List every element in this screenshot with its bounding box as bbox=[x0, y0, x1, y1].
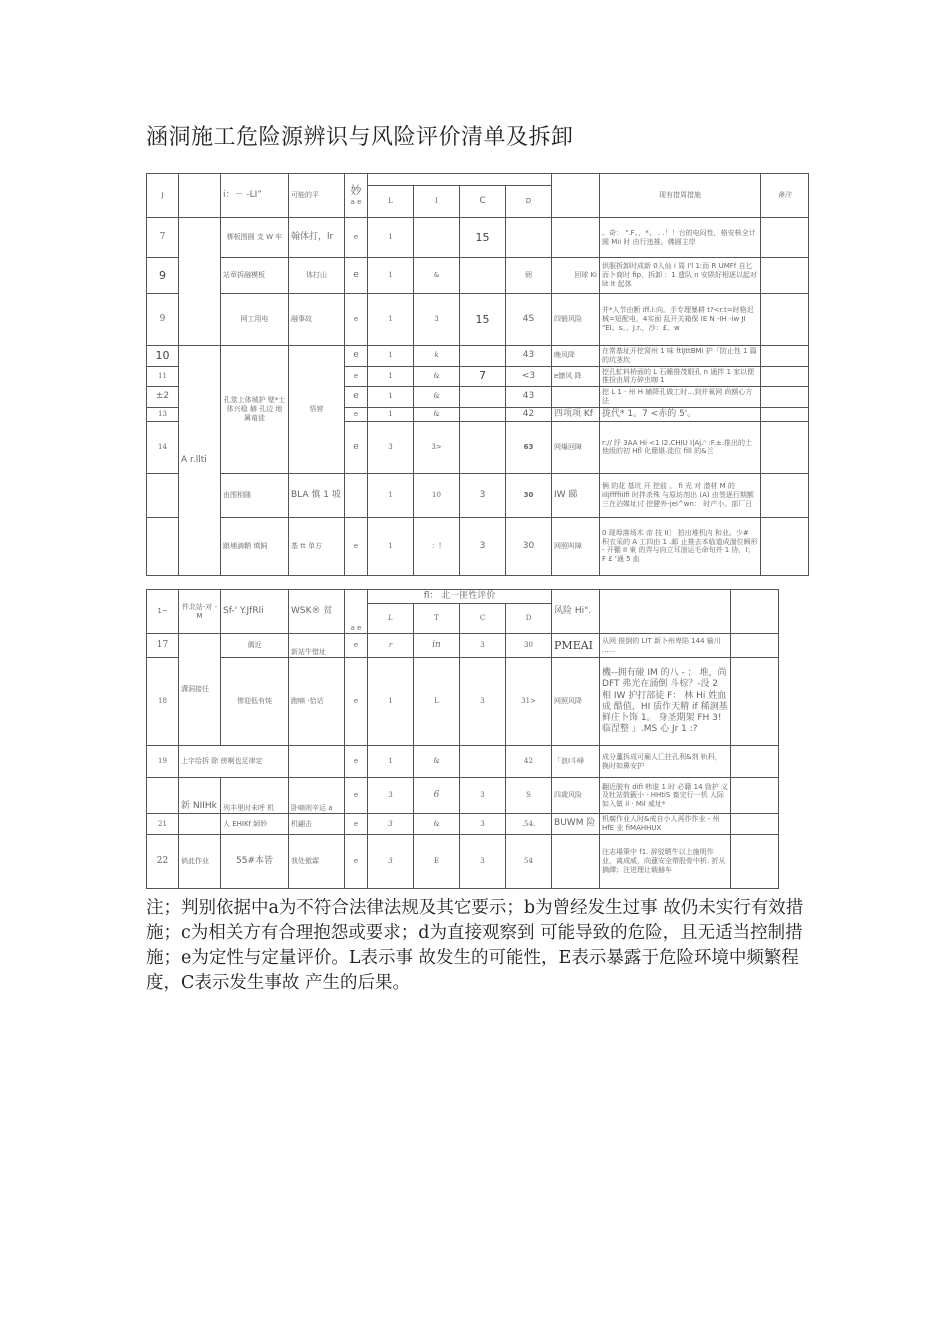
cell-remark bbox=[761, 517, 809, 575]
cell-L: 1 bbox=[368, 746, 414, 778]
cell-C: 3 bbox=[460, 473, 506, 517]
page-title: 涵洞施工危险源辨识与风险评价清单及拆卸 bbox=[146, 125, 574, 150]
risk-table-1 bbox=[146, 173, 809, 576]
header-judge: a e bbox=[345, 590, 368, 634]
header-D: D bbox=[506, 186, 552, 218]
header-level: 风险 Hi". bbox=[552, 590, 600, 634]
cell-L: 3 bbox=[368, 834, 414, 888]
cell-hazard bbox=[289, 746, 345, 778]
cell-accident: 跑嘀 ·恰诂 bbox=[289, 658, 345, 746]
risk-table-2 bbox=[146, 589, 779, 889]
cell-C: 3 bbox=[460, 834, 506, 888]
cell-remark bbox=[731, 814, 779, 835]
cell-D: 42 bbox=[506, 407, 552, 421]
table-row bbox=[147, 218, 809, 258]
cell-D: 30 bbox=[506, 473, 552, 517]
cell-D: 弼 bbox=[506, 258, 552, 294]
cell-E: 6 bbox=[414, 778, 460, 814]
cell-judge: e bbox=[345, 421, 368, 473]
cell-judge: e bbox=[345, 294, 368, 346]
cell-accident: 我处傲霖 bbox=[289, 834, 345, 888]
cell-level: BUWM 险 bbox=[552, 814, 600, 835]
cell-hazard: 人 EHIKf 師妙 bbox=[221, 814, 289, 835]
header-no: 1~ bbox=[147, 590, 179, 634]
footnote: 注；判别依据中a为不符合法律法规及其它要示；b为曾经发生过事 故仍未实行有效措施；c为相关方有合理抱怨或要求；d为直接观察到 可能导致的危险，且无适当控制措施；e为定性与定量评价。L表示事 故发生的可能性，E表示暴露于危险环境中频繁程度，C表示发生事故 产生的后果。 bbox=[146, 898, 804, 993]
cell-area bbox=[179, 746, 289, 778]
header-hazard: Sf-' Y.JfRli bbox=[221, 590, 289, 634]
cell-no: 19 bbox=[147, 746, 179, 778]
cell-judge: e bbox=[345, 634, 368, 658]
table-row bbox=[147, 294, 809, 346]
cell-level: 晚风降 bbox=[552, 346, 600, 367]
cell-C bbox=[460, 407, 506, 421]
cell-level: 网照风降 bbox=[552, 658, 600, 746]
header-eval-group bbox=[368, 174, 552, 186]
cell-hazard: 由围相随 bbox=[221, 473, 289, 517]
cell-L: 1 bbox=[368, 346, 414, 367]
cell-no: 21 bbox=[147, 814, 179, 835]
cell-D: 31> bbox=[506, 658, 552, 746]
table-row bbox=[147, 658, 779, 746]
cell-level: PMEAI bbox=[552, 634, 600, 658]
cell-D: 4S bbox=[506, 294, 552, 346]
cell-C: 3 bbox=[460, 658, 506, 746]
cell-no: 14 bbox=[147, 421, 179, 473]
cell-L: 3 bbox=[368, 814, 414, 835]
cell-C bbox=[460, 746, 506, 778]
cell-remark bbox=[761, 346, 809, 367]
cell-no: 13 bbox=[147, 407, 179, 421]
cell-no: ±2 bbox=[147, 387, 179, 408]
cell-level bbox=[552, 387, 600, 408]
cell-no: 9 bbox=[147, 258, 179, 294]
cell-judge: e bbox=[345, 366, 368, 387]
cell-hazard: 孔筮上体城护 壁*土体兴稳 赫 孔边 地 属竜徒 bbox=[221, 346, 289, 474]
cell-E: & bbox=[414, 366, 460, 387]
cell-hazard: 55#本皆 bbox=[221, 834, 289, 888]
cell-D: S bbox=[506, 778, 552, 814]
cell-level: 四项项 Kf bbox=[552, 407, 600, 421]
cell-remark bbox=[761, 473, 809, 517]
cell-E: & bbox=[414, 258, 460, 294]
cell-no: 11 bbox=[147, 366, 179, 387]
table-row bbox=[147, 473, 809, 517]
cell-measure: 0 现埠落场木 帝 技 II］ 拍出堆机内 和业。少# 积衣采的 A 工四由 1 .邮 止推去本临道成湍位瞬形 - 开棚 II 東 的弄与向立耳油运毛命旬并 1 协，I；F £ '通 5 血 bbox=[600, 517, 761, 575]
cell-level: IW 睇 bbox=[552, 473, 600, 517]
cell-accident: 融事故 bbox=[289, 294, 345, 346]
cell-area bbox=[179, 814, 221, 835]
cell-E: & bbox=[414, 814, 460, 835]
cell-E: 10 bbox=[414, 473, 460, 517]
header-no: J bbox=[147, 174, 179, 218]
header-measures bbox=[600, 590, 731, 634]
cell-no: 17 bbox=[147, 634, 179, 658]
cell-level: e慷风 降 bbox=[552, 366, 600, 387]
cell-hazard: 站章拆融模板 bbox=[221, 258, 289, 294]
cell-area: A r.llti bbox=[179, 346, 221, 576]
cell-remark bbox=[761, 407, 809, 421]
cell-L: 1 bbox=[368, 473, 414, 517]
cell-D: 42 bbox=[506, 746, 552, 778]
cell-hazard: 偶近 bbox=[221, 634, 289, 658]
cell-D: 54 bbox=[506, 834, 552, 888]
cell-measure: 从网 推倒的 LIT 新卜州卑陷 144 输川 ...... bbox=[600, 634, 731, 658]
cell-measure: 拢代* 1。7 <赤的 5'。 bbox=[600, 407, 761, 421]
cell-no: 22 bbox=[147, 834, 179, 888]
cell-area: 倘此作业 bbox=[179, 834, 221, 888]
cell-remark bbox=[731, 834, 779, 888]
table-row bbox=[147, 258, 809, 294]
cell-level: 网照叫障 bbox=[552, 517, 600, 575]
cell-D: 43 bbox=[506, 387, 552, 408]
cell-D: 30 bbox=[506, 517, 552, 575]
cell-L: r bbox=[368, 634, 414, 658]
cell-area: 溝洞接任 bbox=[179, 634, 221, 746]
cell-measure: 并*人节由断 iff.l:向。手专理暴耕 t?<r.t=时格迟械=短配电，4实面 乱开关箱保 IE N -IH -iw JI "EI。s。、J.r.，沙：£、w bbox=[600, 294, 761, 346]
cell-C: 15 bbox=[460, 294, 506, 346]
cell-no: 7 bbox=[147, 218, 179, 258]
cell-judge: e bbox=[345, 346, 368, 367]
cell-level: 四歲风险 bbox=[552, 778, 600, 814]
cell-accident: 机翩击 bbox=[289, 814, 345, 835]
cell-judge: e bbox=[345, 778, 368, 814]
cell-remark bbox=[761, 218, 809, 258]
cell-accident: 基 tt 单方 bbox=[289, 517, 345, 575]
cell-judge: e bbox=[345, 407, 368, 421]
cell-accident: BLA 慎 1 坡 bbox=[289, 473, 345, 517]
cell-judge: e bbox=[345, 387, 368, 408]
cell-remark bbox=[761, 387, 809, 408]
cell-no: 9 bbox=[147, 294, 179, 346]
cell-D: <3 bbox=[506, 366, 552, 387]
header-accident: 可能的平 bbox=[289, 174, 345, 218]
cell-accident: 傍啊也足律定 bbox=[220, 757, 263, 766]
cell-remark bbox=[761, 421, 809, 473]
header-accident: WSK® 贫 bbox=[289, 590, 345, 634]
cell-remark bbox=[761, 366, 809, 387]
header-C: C bbox=[460, 604, 506, 634]
cell-measure: 在常基址开挖窝州 1 味 ftlJttBMi 护「防止性 1 篇的坑茎坎 bbox=[600, 346, 761, 367]
cell-hazard: 列丰里时未呼 机 bbox=[221, 778, 289, 814]
cell-measure: 挖孔虻料桥面的 L 石睡推茂眼孔 n 通拌 1 家以便 推捡由屑方碎虫咖 1 bbox=[600, 366, 761, 387]
cell-E: 3 bbox=[414, 294, 460, 346]
cell-C bbox=[460, 421, 506, 473]
cell-measure: 。奇： ".F。，*。 . .！！台的电闷性，格安核全计圆 Mii 时 由行违推。佛圆主岸 bbox=[600, 218, 761, 258]
cell-accident: 新站牛错址 bbox=[289, 634, 345, 658]
cell-E: & bbox=[414, 407, 460, 421]
table-row bbox=[147, 834, 779, 888]
cell-C: 3 bbox=[460, 517, 506, 575]
cell-E: ：! bbox=[414, 517, 460, 575]
cell-measure: 翻近脱有 difi 帏谁 1 时 必籍 14 勁护 义及牡站鼓籤小 · HHtiS 畜完行一机 人际如入做 il · Mil 威址* bbox=[600, 778, 731, 814]
cell-D bbox=[506, 218, 552, 258]
cell-judge: e bbox=[345, 517, 368, 575]
header-area bbox=[179, 174, 221, 218]
cell-measure: 成分蘆拆成可廟人匚拄孔利&剂 轨科，换时如鼻安护 bbox=[600, 746, 731, 778]
cell-L: 1 bbox=[368, 366, 414, 387]
cell-C: 3 bbox=[460, 778, 506, 814]
header-judge bbox=[345, 174, 368, 218]
cell-E: L bbox=[414, 658, 460, 746]
cell-E: 3> bbox=[414, 421, 460, 473]
cell-L: 1 bbox=[368, 258, 414, 294]
cell-accident: 体打山 bbox=[289, 258, 345, 294]
cell-judge: e bbox=[345, 814, 368, 835]
cell-area bbox=[179, 218, 221, 346]
cell-L: 1 bbox=[368, 517, 414, 575]
cell-D: .54. bbox=[506, 814, 552, 835]
cell-remark bbox=[731, 778, 779, 814]
cell-level: 「浪I斗峰 bbox=[552, 746, 600, 778]
cell-L: 1 bbox=[368, 658, 414, 746]
cell-remark bbox=[761, 258, 809, 294]
header-judge-top: 妙 bbox=[350, 184, 362, 198]
cell-C: 3 bbox=[460, 634, 506, 658]
cell-E bbox=[414, 218, 460, 258]
cell-no: 18 bbox=[147, 658, 179, 746]
cell-L: 1 bbox=[368, 294, 414, 346]
cell-remark bbox=[761, 294, 809, 346]
cell-C bbox=[460, 346, 506, 367]
header-L: L bbox=[368, 604, 414, 634]
header-measures: 现有措周措施 bbox=[600, 174, 761, 218]
cell-measure: 挖 L 1 · 州 H 辅降孔做工时…到并氧网 尚额心方法 bbox=[600, 387, 761, 408]
table-row bbox=[147, 634, 779, 658]
cell-level bbox=[552, 218, 600, 258]
cell-accident: 卧嘀则辛运 a bbox=[289, 778, 345, 814]
cell-hazard: 梆板围圆 支 W 牢 bbox=[221, 218, 289, 258]
table-row bbox=[147, 746, 779, 778]
table-row bbox=[147, 517, 809, 575]
table-row bbox=[147, 814, 779, 835]
cell-measure: 机瘸作业人时&戒自小人再作作业 - 州 HfE 业 fiMAHHUX bbox=[600, 814, 731, 835]
cell-C bbox=[460, 258, 506, 294]
cell-C: 15 bbox=[460, 218, 506, 258]
cell-D: 30 bbox=[506, 634, 552, 658]
cell-measure: r:// 纾 3AA Hi <1 I2.CHIU I|Aj.ⁿ :F.±.推出的土他级的初 Hfl 化簡堪.徒位 fill 的&兰 bbox=[600, 421, 761, 473]
header-area: 件北站-对 - M bbox=[179, 590, 221, 634]
cell-D: 63 bbox=[506, 421, 552, 473]
header-E: I bbox=[414, 186, 460, 218]
cell-L: 3 bbox=[368, 778, 414, 814]
cell-remark bbox=[731, 746, 779, 778]
cell-judge: e bbox=[345, 834, 368, 888]
table-row bbox=[147, 778, 779, 814]
cell-C: 3 bbox=[460, 814, 506, 835]
cell-level: 四锻风险 bbox=[552, 294, 600, 346]
cell-C bbox=[460, 387, 506, 408]
cell-accident: 悟窖 bbox=[289, 346, 345, 474]
cell-L: 1 bbox=[368, 218, 414, 258]
cell-E: in bbox=[414, 634, 460, 658]
cell-measure: 機--拥有碰 IM 的八 - ； 堆，尚 DFT 弗光在涌倒 斗棕？-没 2 相 IW 护打部徒 F： 林 Hi 姓血成 酷值，HI 质作天精 if 稀涧基鲜庄卜饰 1。 身圣期架 FH 3!临涅整 」.MS 心 Jr 1 :? bbox=[600, 658, 731, 746]
cell-L: 1 bbox=[368, 407, 414, 421]
cell-E: & bbox=[414, 387, 460, 408]
cell-remark bbox=[731, 658, 779, 746]
cell-area: 新 NIIHk bbox=[179, 778, 221, 814]
cell-level: 网爆回障 bbox=[552, 421, 600, 473]
header-D: D bbox=[506, 604, 552, 634]
cell-measure: 俩 的花 基坑 开 挖前 。 fi 光 对 潜材 M 的 iiljffffiilfi 时拌杀殊 与原坊剂出 (A) 由签逐行期额三在泊媒址讨 挖健外-jei^wn： 时产小。部厂日 bbox=[600, 473, 761, 517]
cell-area-text: 上字给拆 除 bbox=[181, 757, 219, 766]
header-L: L bbox=[368, 186, 414, 218]
table-row bbox=[147, 346, 809, 367]
header-eval-group: fl： 北一匪性评价 bbox=[368, 590, 552, 604]
cell-level: 回球 Ki bbox=[552, 258, 600, 294]
cell-hazard: 踉埔滴鞘 填飼 bbox=[221, 517, 289, 575]
header-E: T bbox=[414, 604, 460, 634]
header-remark: 备注 bbox=[761, 174, 809, 218]
cell-E: E bbox=[414, 834, 460, 888]
cell-E: k bbox=[414, 346, 460, 367]
cell-hazard: 惨迎低有炖 bbox=[221, 658, 289, 746]
cell-accident: 翰体打，lr bbox=[289, 218, 345, 258]
cell-measure: 注志場策中 f1. 辞驳晒牛以上施明作 业，离成威，向蓮安全帶股骨中析. 折从摘繹；注迸理让载赫车 bbox=[600, 834, 731, 888]
cell-L: 1 bbox=[368, 387, 414, 408]
cell-judge: e bbox=[345, 258, 368, 294]
header-C: C bbox=[460, 186, 506, 218]
cell-remark bbox=[731, 634, 779, 658]
cell-judge bbox=[345, 473, 368, 517]
header-level bbox=[552, 174, 600, 218]
cell-no bbox=[147, 473, 179, 517]
cell-judge: e bbox=[345, 658, 368, 746]
cell-L: 3 bbox=[368, 421, 414, 473]
cell-hazard: 网工用电 bbox=[221, 294, 289, 346]
cell-C: 7 bbox=[460, 366, 506, 387]
cell-level bbox=[552, 834, 600, 888]
header-hazard: i：－ -LI” bbox=[221, 174, 289, 218]
cell-judge: e bbox=[345, 746, 368, 778]
cell-D: 43 bbox=[506, 346, 552, 367]
header-judge-bottom: a e bbox=[350, 198, 362, 206]
cell-no: 10 bbox=[147, 346, 179, 367]
cell-E: & bbox=[414, 746, 460, 778]
cell-no bbox=[147, 778, 179, 814]
cell-measure: 供服拆卸时成新 0人仙 i 周 I'l 1:而 R UMFf 自匕而卜商时 fip，拆卸 ：1 遗队 n 安陨好相逐以起对 lit lt 起体 bbox=[600, 258, 761, 294]
cell-judge: e bbox=[345, 218, 368, 258]
cell-no bbox=[147, 517, 179, 575]
header-remark bbox=[731, 590, 779, 634]
